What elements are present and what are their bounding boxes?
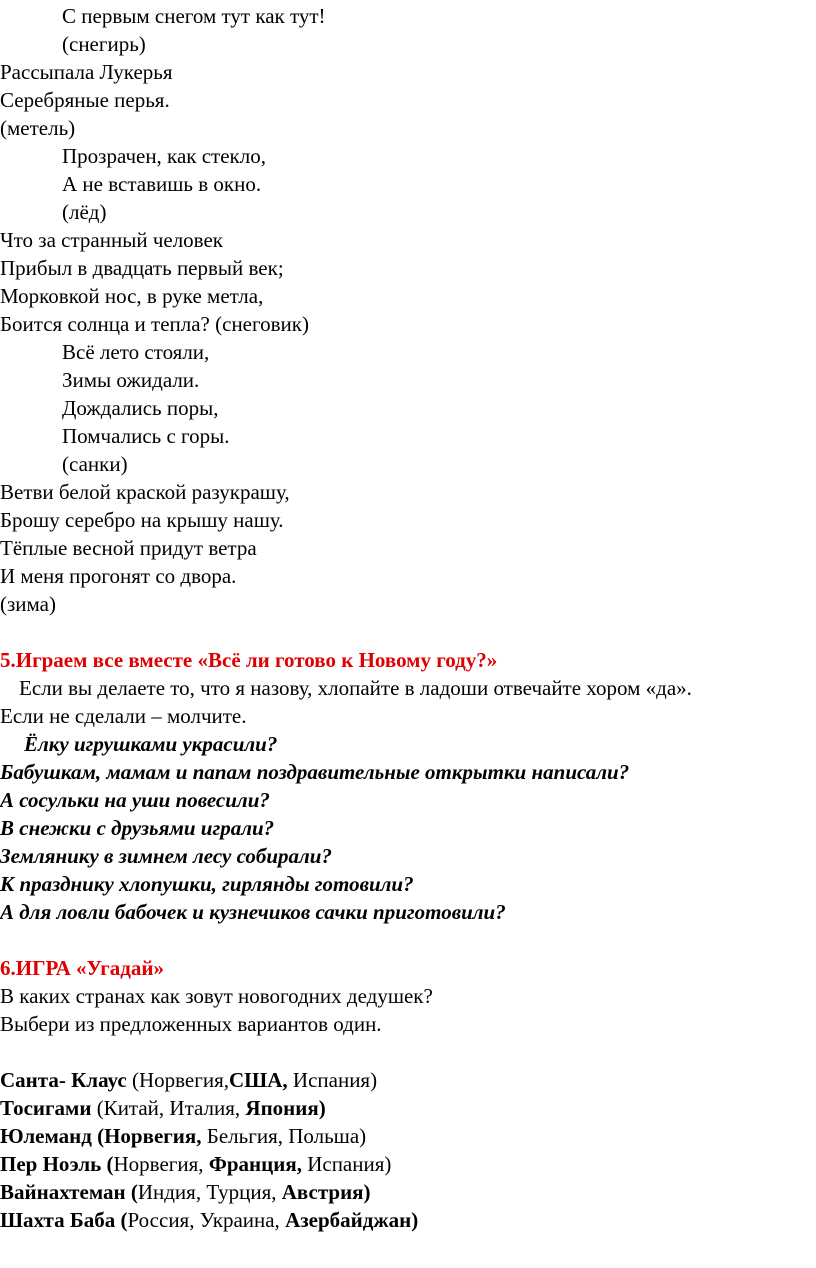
riddle-line: Морковкой нос, в руке метла, (0, 284, 264, 308)
riddle-answer: (снегирь) (62, 32, 146, 56)
option-text: Индия, Турция, (137, 1180, 282, 1204)
option-correct: США, (229, 1068, 288, 1092)
answer-option-row (0, 1094, 326, 1122)
riddle-line: Зимы ожидали. (62, 368, 200, 392)
option-text: Испания) (287, 1068, 378, 1092)
riddle-answer: (лёд) (62, 200, 107, 224)
section-6-heading: 6.ИГРА «Угадай» (0, 956, 164, 980)
section-5-intro: Если не сделали – молчите. (0, 704, 247, 728)
answer-option-row (0, 1122, 366, 1150)
question-item: Землянику в зимнем лесу собирали? (0, 844, 332, 868)
riddle-line: Прибыл в двадцать первый век; (0, 256, 284, 280)
riddle-line: Рассыпала Лукерья (0, 60, 173, 84)
option-name: Вайнахтеман ( (0, 1180, 138, 1204)
option-text: Испания) (301, 1152, 392, 1176)
question-item: В снежки с друзьями играли? (0, 816, 275, 840)
riddle-line: Брошу серебро на крышу нашу. (0, 508, 284, 532)
section-6-intro: Выбери из предложенных вариантов один. (0, 1012, 382, 1036)
riddle-line: Серебряные перья. (0, 88, 170, 112)
riddle-line: Ветви белой краской разукрашу, (0, 480, 290, 504)
section-5-heading: 5.Играем все вместе «Всё ли готово к Новому году?» (0, 648, 498, 672)
option-text: (Китай, Италия, (91, 1096, 246, 1120)
option-name: Шахта Баба ( (0, 1208, 128, 1232)
option-name: Юлеманд (Норвегия, (0, 1124, 202, 1148)
riddle-line: Прозрачен, как стекло, (62, 144, 266, 168)
section-6-intro: В каких странах как зовут новогодних дедушек? (0, 984, 433, 1008)
answer-option-row (0, 1066, 377, 1094)
answer-option-row (0, 1178, 371, 1206)
answer-option-row (0, 1150, 391, 1178)
riddle-line: Что за странный человек (0, 228, 223, 252)
option-correct: Япония) (245, 1096, 326, 1120)
question-item: А для ловли бабочек и кузнечиков сачки приготовили? (0, 900, 506, 924)
option-text: Норвегия, (113, 1152, 209, 1176)
option-text: (Норвегия, (126, 1068, 229, 1092)
option-name: Тосигами (0, 1096, 92, 1120)
question-item: К празднику хлопушки, гирлянды готовили? (0, 872, 414, 896)
question-item: Ёлку игрушками украсили? (24, 732, 278, 756)
answer-option-row (0, 1206, 418, 1234)
riddle-line: Боится солнца и тепла? (снеговик) (0, 312, 309, 336)
riddle-answer: (зима) (0, 592, 56, 616)
section-5-intro: Если вы делаете то, что я назову, хлопайте в ладоши отвечайте хором «да». (19, 676, 692, 700)
option-name: Пер Ноэль ( (0, 1152, 114, 1176)
question-item: Бабушкам, мамам и папам поздравительные открытки написали? (0, 760, 630, 784)
riddle-line: С первым снегом тут как тут! (62, 4, 326, 28)
riddle-line: Помчались с горы. (62, 424, 230, 448)
option-text: Бельгия, Польша) (201, 1124, 367, 1148)
option-correct: Франция, (208, 1152, 302, 1176)
option-correct: Австрия) (281, 1180, 371, 1204)
option-name: Санта- Клаус (0, 1068, 127, 1092)
question-item: А сосульки на уши повесили? (0, 788, 270, 812)
riddle-line: И меня прогонят со двора. (0, 564, 237, 588)
riddle-line: Тёплые весной придут ветра (0, 536, 257, 560)
option-text: Россия, Украина, (127, 1208, 286, 1232)
riddle-answer: (санки) (62, 452, 128, 476)
riddle-line: Всё лето стояли, (62, 340, 210, 364)
riddle-line: А не вставишь в окно. (62, 172, 262, 196)
riddle-line: Дождались поры, (62, 396, 219, 420)
option-correct: Азербайджан) (285, 1208, 419, 1232)
riddle-answer: (метель) (0, 116, 76, 140)
